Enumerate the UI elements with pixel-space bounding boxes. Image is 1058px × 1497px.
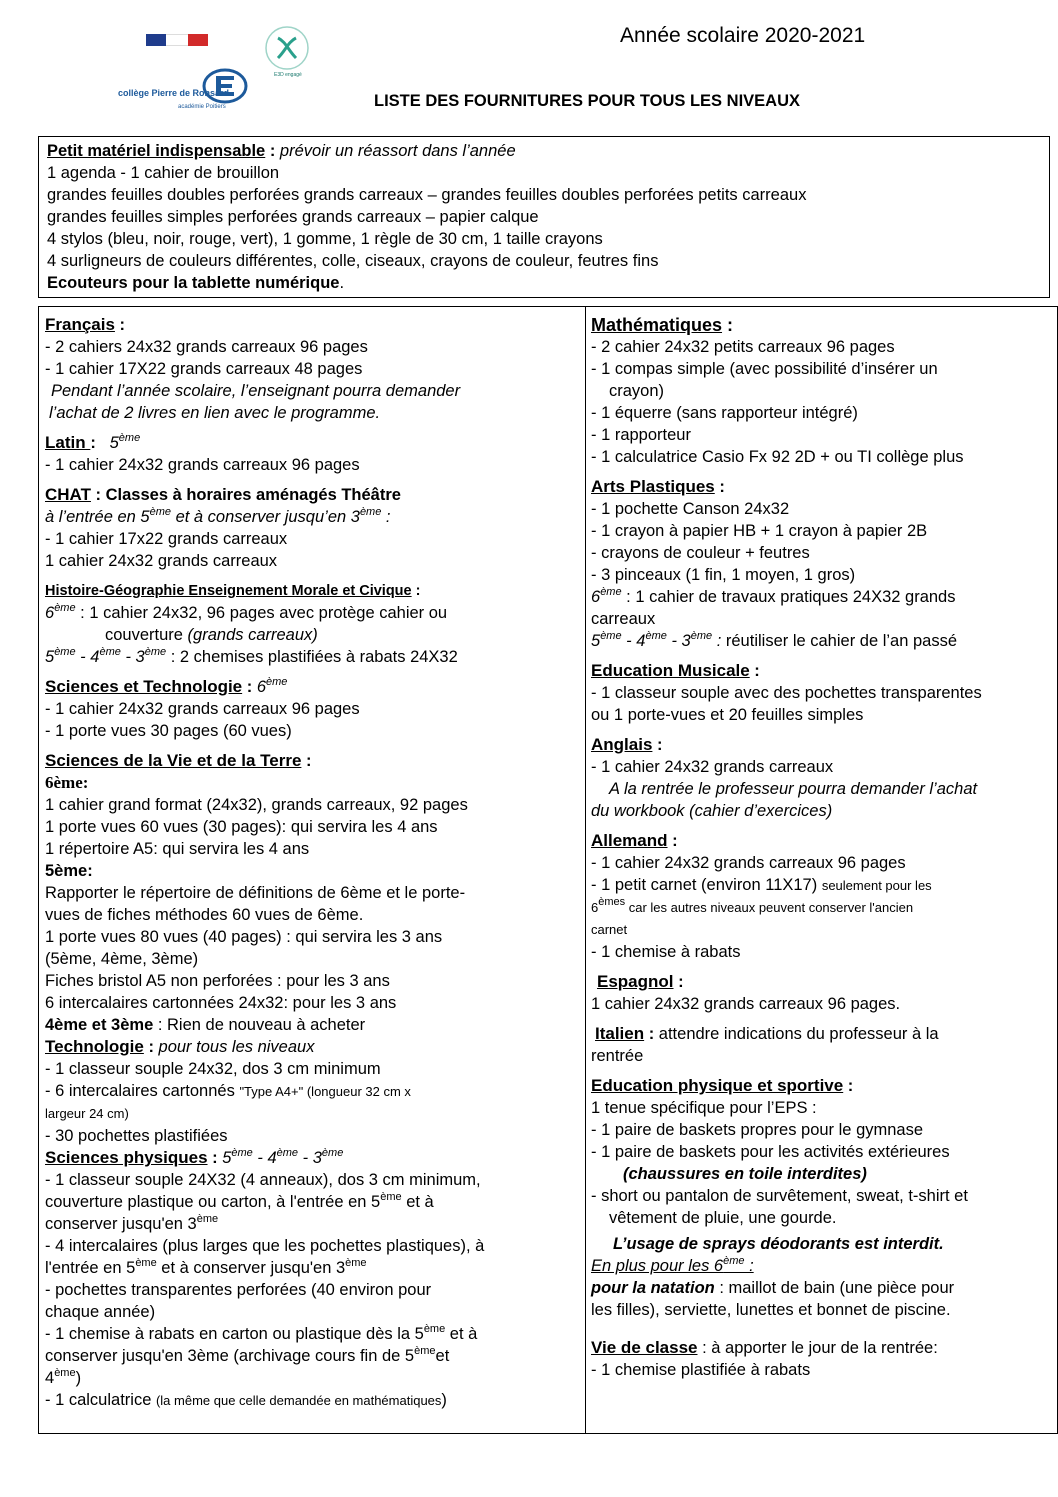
level-sup: ème xyxy=(54,646,76,658)
anglais-note: A la rentrée le professeur pourra demander l’achat xyxy=(609,780,978,798)
left-column xyxy=(45,314,581,1412)
latin-colon: : xyxy=(90,434,96,452)
level-dash: - xyxy=(252,1149,268,1167)
petit-materiel-last-line xyxy=(47,272,806,294)
eps-line: - 1 paire de baskets propres pour le gymnase xyxy=(591,1121,924,1139)
musique-colon: : xyxy=(749,662,760,680)
italien-heading: Italien xyxy=(595,1024,645,1043)
svt-line: 1 porte vues 80 vues (40 pages) : qui servira les 3 ans xyxy=(45,928,443,946)
maths-line: - 1 calculatrice Casio Fx 92 2D + ou TI collège plus xyxy=(591,448,964,466)
svt-line: Fiches bristol A5 non perforées : pour les 3 ans xyxy=(45,972,390,990)
physique-text: et xyxy=(435,1347,450,1365)
histoire-line-couverture xyxy=(45,624,581,646)
petit-materiel-colon: : xyxy=(265,142,280,160)
level-5: 5 xyxy=(45,648,55,666)
column-divider xyxy=(585,306,586,1434)
svt-line: : Rien de nouveau à acheter xyxy=(153,1016,366,1034)
maths-line: - 2 cahier 24x32 petits carreaux 96 pages xyxy=(591,338,895,356)
level-sup: ème xyxy=(645,630,667,642)
francais-colon: : xyxy=(114,316,126,334)
allemand-line xyxy=(591,874,1055,897)
physique-text: et à xyxy=(401,1193,434,1211)
physique-text: ) xyxy=(441,1391,447,1409)
level-5: 5 xyxy=(591,632,601,650)
chat-line: - 1 cahier 17x22 grands carreaux xyxy=(45,530,288,548)
arts-heading: Arts Plastiques xyxy=(591,477,715,496)
anglais-heading-line xyxy=(591,734,1055,756)
eps-natation-text: : maillot de bain (une pièce pour xyxy=(714,1279,955,1297)
chat-title: : Classes à horaires aménagés Théâtre xyxy=(90,486,401,504)
latin-line: - 1 cahier 24x32 grands carreaux 96 pages xyxy=(45,456,360,474)
techno-line: largeur 24 cm) xyxy=(45,1106,129,1121)
eps-plus-6 xyxy=(591,1255,1055,1277)
arts-text: : 1 cahier de travaux pratiques 24X32 grands xyxy=(621,588,956,606)
svt-colon: : xyxy=(301,752,312,770)
republique-logo xyxy=(146,34,208,54)
level-4: 4 xyxy=(267,1149,277,1167)
anglais-heading: Anglais xyxy=(591,735,653,754)
espagnol-line: 1 cahier 24x32 grands carreaux 96 pages. xyxy=(591,995,901,1013)
level-sup: ème xyxy=(54,1367,76,1379)
level-sup: ème xyxy=(690,630,713,642)
svt-heading: Sciences de la Vie et de la Terre xyxy=(45,751,302,770)
level-dash: - xyxy=(621,632,637,650)
level-6: 6 xyxy=(45,604,55,622)
allemand-text: 6 xyxy=(591,900,599,915)
level-sup: ème xyxy=(345,1257,367,1269)
petit-materiel-line: 1 agenda - 1 cahier de brouillon xyxy=(47,164,280,182)
histoire-line-6 xyxy=(45,602,581,624)
physique-text: - 1 calculatrice xyxy=(45,1391,156,1409)
level-sup: èmes xyxy=(598,896,626,908)
sciences-techno-heading-line xyxy=(45,676,581,698)
level-sup: ème xyxy=(321,1147,344,1159)
level-6: 6 xyxy=(256,678,266,696)
college-logo xyxy=(118,68,248,126)
level-3: 3 xyxy=(312,1149,322,1167)
espagnol-heading: Espagnol xyxy=(597,972,674,991)
maths-line: crayon) xyxy=(609,382,665,400)
svt-level-5: 5ème: xyxy=(45,862,93,880)
physique-line: chaque année) xyxy=(45,1303,156,1321)
techno-line: - 1 classeur souple 24x32, dos 3 cm minimum xyxy=(45,1060,381,1078)
svt-level-43: 4ème et 3ème xyxy=(45,1016,154,1034)
musique-line: - 1 classeur souple avec des pochettes transparentes xyxy=(591,684,982,702)
chat-sup: ème xyxy=(149,506,171,518)
ecouteurs-text: Ecouteurs pour la tablette numérique xyxy=(47,274,340,292)
level-sup: ème xyxy=(231,1147,253,1159)
anglais-note: du workbook (cahier d’exercices) xyxy=(591,802,833,820)
francais-heading: Français xyxy=(45,315,115,334)
level-sup: ème xyxy=(414,1345,436,1357)
college-name: collège Pierre de Ronsard xyxy=(118,88,230,98)
physique-heading: Sciences physiques xyxy=(45,1148,208,1167)
svt-line: 6 intercalaires cartonnées 24x32: pour les 3 ans xyxy=(45,994,397,1012)
francais-note: Pendant l’année scolaire, l’enseignant pourra demander xyxy=(51,382,461,400)
arts-line: - 1 pochette Canson 24x32 xyxy=(591,500,790,518)
chat-sup: ème xyxy=(359,506,382,518)
histoire-carreaux: (grands carreaux) xyxy=(187,626,318,644)
arts-line: carreaux xyxy=(591,610,656,628)
eps-heading-line xyxy=(591,1075,1055,1097)
sciences-techno-line: - 1 cahier 24x32 grands carreaux 96 pages xyxy=(45,700,360,718)
latin-level: 5 xyxy=(109,434,119,452)
chat-line: 1 cahier 24x32 grands carreaux xyxy=(45,552,278,570)
maths-line: - 1 rapporteur xyxy=(591,426,691,444)
musique-heading-line xyxy=(591,660,1055,682)
petit-materiel-line: grandes feuilles doubles perforées grands carreaux – grandes feuilles doubles perforées petits carreaux xyxy=(47,186,807,204)
physique-text: conserver jusqu'en 3ème (archivage cours fin de 5 xyxy=(45,1347,415,1365)
petit-materiel-line: 4 stylos (bleu, noir, rouge, vert), 1 gomme, 1 règle de 30 cm, 1 taille crayons xyxy=(47,230,603,248)
allemand-line: carnet xyxy=(591,922,628,937)
italien-line: rentrée xyxy=(591,1047,644,1065)
physique-line: - 1 classeur souple 24X32 (4 anneaux), dos 3 cm minimum, xyxy=(45,1171,481,1189)
eps-warning: (chaussures en toile interdites) xyxy=(623,1165,867,1183)
svt-line: vues de fiches méthodes 60 vues de 6ème. xyxy=(45,906,364,924)
physique-line: - pochettes transparentes perforées (40 environ pour xyxy=(45,1281,432,1299)
level-4: 4 xyxy=(636,632,646,650)
eps-line: les filles), serviette, lunettes et bonnet de piscine. xyxy=(591,1301,951,1319)
level-4: 4 xyxy=(90,648,100,666)
techno-subheading: pour tous les niveaux xyxy=(158,1038,315,1056)
maths-line: - 1 équerre (sans rapporteur intégré) xyxy=(591,404,858,422)
level-sup: ème xyxy=(380,1191,402,1203)
physique-line xyxy=(45,1389,581,1412)
level-sup: ème xyxy=(723,1255,745,1267)
level-sup: ème xyxy=(135,1257,157,1269)
eps-colon: : xyxy=(843,1077,854,1095)
sciences-techno-line: - 1 porte vues 30 pages (60 vues) xyxy=(45,722,292,740)
histoire-couverture: couverture xyxy=(105,626,188,644)
vie-line: - 1 chemise plastifiée à rabats xyxy=(591,1361,811,1379)
physique-text: ) xyxy=(75,1369,82,1387)
level-sup: ème xyxy=(54,602,76,614)
svt-level-43-line xyxy=(45,1014,581,1036)
histoire-line-543 xyxy=(45,646,581,668)
arts-text: réutiliser le cahier de l’an passé xyxy=(725,632,958,650)
maths-colon: : xyxy=(722,315,734,335)
arts-line-543 xyxy=(591,630,1055,652)
eps-plus-colon: : xyxy=(744,1257,754,1275)
physique-line xyxy=(45,1257,581,1279)
svt-heading-line xyxy=(45,750,581,772)
italien-heading-line xyxy=(591,1023,1055,1045)
sciences-techno-colon: : xyxy=(242,678,257,696)
anglais-colon: : xyxy=(652,736,663,754)
latin-heading: Latin xyxy=(45,433,91,452)
level-sup: ème xyxy=(266,676,288,688)
level-sup: ème xyxy=(600,630,622,642)
page-title: LISTE DES FOURNITURES POUR TOUS LES NIVEAUX xyxy=(374,92,800,110)
academie-name: académie Poitiers xyxy=(178,104,226,110)
allemand-line: - 1 chemise à rabats xyxy=(591,943,741,961)
e3d-leaf-icon xyxy=(262,24,312,72)
espagnol-heading-line xyxy=(591,971,1055,993)
e3d-label: E3D engagé xyxy=(274,72,302,78)
techno-line-b: "Type A4+" (longueur 32 cm x xyxy=(239,1084,411,1099)
college-e-icon xyxy=(202,68,248,104)
e3d-logo xyxy=(262,24,312,84)
arts-line-6 xyxy=(591,586,1055,608)
chat-sub-c: : xyxy=(381,508,391,526)
techno-heading: Technologie xyxy=(45,1037,144,1056)
physique-text: conserver jusqu'en 3 xyxy=(45,1215,197,1233)
petit-materiel-section xyxy=(47,140,806,294)
physique-text: l'entrée en 5 xyxy=(45,1259,136,1277)
allemand-text: car les autres niveaux peuvent conserver l'ancien xyxy=(625,900,914,915)
maths-line: - 1 compas simple (avec possibilité d’insérer un xyxy=(591,360,938,378)
physique-text: et à xyxy=(445,1325,478,1343)
arts-heading-line xyxy=(591,476,1055,498)
allemand-colon: : xyxy=(667,832,678,850)
francais-note: l’achat de 2 livres en lien avec le programme. xyxy=(49,404,381,422)
musique-line: ou 1 porte-vues et 20 feuilles simples xyxy=(591,706,864,724)
eps-natation-heading: pour la natation xyxy=(591,1279,715,1297)
eps-plus-text: En plus pour les 6 xyxy=(591,1257,724,1275)
italien-colon: : xyxy=(644,1025,659,1043)
arts-line: - crayons de couleur + feutres xyxy=(591,544,810,562)
level-sup: ème xyxy=(99,646,121,658)
level-3: 3 xyxy=(135,648,145,666)
allemand-text: - 1 petit carnet (environ 11X17) xyxy=(591,876,822,894)
petit-materiel-heading-line xyxy=(47,140,806,162)
svt-line: 1 répertoire A5: qui servira les 4 ans xyxy=(45,840,310,858)
espagnol-colon: : xyxy=(673,973,684,991)
eps-heading: Education physique et sportive xyxy=(591,1076,844,1095)
level-sup: ème xyxy=(423,1323,446,1335)
histoire-heading: Histoire-Géographie Enseignement Morale et Civique xyxy=(45,583,412,599)
physique-line xyxy=(45,1191,581,1213)
petit-materiel-heading: Petit matériel indispensable xyxy=(47,142,266,160)
physique-heading-line xyxy=(45,1147,581,1169)
eps-line: vêtement de pluie, une gourde. xyxy=(609,1209,837,1227)
techno-line xyxy=(45,1080,581,1103)
school-year: Année scolaire 2020-2021 xyxy=(620,24,866,47)
svt-level-6: 6ème: xyxy=(45,773,89,792)
arts-colon: : xyxy=(714,478,725,496)
physique-colon: : xyxy=(207,1149,223,1167)
latin-level-sup: ème xyxy=(118,432,141,444)
level-6: 6 xyxy=(591,588,601,606)
techno-colon: : xyxy=(143,1038,159,1056)
francais-line: - 2 cahiers 24x32 grands carreaux 96 pages xyxy=(45,338,368,356)
physique-text: couverture plastique ou carton, à l'entrée en 5 xyxy=(45,1193,381,1211)
techno-line: - 30 pochettes plastifiées xyxy=(45,1127,228,1145)
level-sup: ème xyxy=(276,1147,299,1159)
level-dash: - xyxy=(298,1149,313,1167)
allemand-text: seulement pour les xyxy=(821,878,932,893)
techno-heading-line xyxy=(45,1036,581,1058)
petit-materiel-line: grandes feuilles simples perforées grands carreaux – papier calque xyxy=(47,208,539,226)
physique-line xyxy=(45,1323,581,1345)
level-3: 3 xyxy=(681,632,691,650)
level-sup: ème xyxy=(600,586,622,598)
physique-line xyxy=(45,1213,581,1235)
histoire-heading-line xyxy=(45,580,581,602)
eps-spray-warning: L’usage de sprays déodorants est interdit. xyxy=(613,1235,944,1253)
maths-heading: Mathématiques xyxy=(591,315,723,335)
chat-sub-b: et à conserver jusqu’en 3 xyxy=(170,508,360,526)
eps-line: - short ou pantalon de survêtement, sweat, t-shirt et xyxy=(591,1187,968,1205)
physique-text: - 1 chemise à rabats en carton ou plastique dès la 5 xyxy=(45,1325,424,1343)
level-dash: - xyxy=(666,632,682,650)
eps-line: - 1 paire de baskets pour les activités extérieures xyxy=(591,1143,950,1161)
level-sup: ème xyxy=(196,1213,219,1225)
petit-materiel-subheading: prévoir un réassort dans l’année xyxy=(279,142,516,160)
physique-line: - 4 intercalaires (plus larges que les pochettes plastiques), à xyxy=(45,1237,485,1255)
italien-text: attendre indications du professeur à la xyxy=(658,1025,939,1043)
vie-colon: : xyxy=(697,1339,712,1357)
musique-heading: Education Musicale xyxy=(591,661,750,680)
svt-line: (5ème, 4ème, 3ème) xyxy=(45,950,199,968)
level-5: 5 xyxy=(222,1149,232,1167)
physique-text: 4 xyxy=(45,1369,55,1387)
chat-sub-a: à l’entrée en 5 xyxy=(45,508,150,526)
arts-colon: : xyxy=(712,632,726,650)
physique-text: et à conserver jusqu'en 3 xyxy=(156,1259,346,1277)
arts-line: - 3 pinceaux (1 fin, 1 moyen, 1 gros) xyxy=(591,566,856,584)
allemand-heading-line xyxy=(591,830,1055,852)
chat-heading: CHAT xyxy=(45,485,91,504)
svt-line: 1 cahier grand format (24x32), grands carreaux, 92 pages xyxy=(45,796,468,814)
ecouteurs-end: . xyxy=(339,274,345,292)
sciences-techno-heading: Sciences et Technologie xyxy=(45,677,243,696)
svt-line: Rapporter le répertoire de définitions de 6ème et le porte- xyxy=(45,884,466,902)
vie-text: à apporter le jour de la rentrée: xyxy=(711,1339,938,1357)
right-column xyxy=(591,314,1055,1381)
francais-line: - 1 cahier 17X22 grands carreaux 48 pages xyxy=(45,360,363,378)
allemand-line: - 1 cahier 24x32 grands carreaux 96 pages xyxy=(591,854,906,872)
histoire-line: : 2 chemises plastifiées à rabats 24X32 xyxy=(166,648,458,666)
anglais-line: - 1 cahier 24x32 grands carreaux xyxy=(591,758,834,776)
arts-line: - 1 crayon à papier HB + 1 crayon à papier 2B xyxy=(591,522,928,540)
svt-line: 1 porte vues 60 vues (30 pages): qui servira les 4 ans xyxy=(45,818,438,836)
allemand-heading: Allemand xyxy=(591,831,668,850)
physique-text: (la même que celle demandée en mathématiques xyxy=(155,1393,442,1408)
chat-subheading xyxy=(45,506,581,528)
level-sup: ème xyxy=(144,646,167,658)
vie-heading-line xyxy=(591,1337,1055,1359)
eps-line: 1 tenue spécifique pour l’EPS : xyxy=(591,1099,817,1117)
latin-heading-line xyxy=(45,432,581,454)
maths-heading-line xyxy=(591,314,1055,336)
allemand-line xyxy=(591,897,1055,919)
level-dash: - xyxy=(75,648,91,666)
physique-line xyxy=(45,1345,581,1367)
vie-heading: Vie de classe xyxy=(591,1338,698,1357)
techno-line-a: - 6 intercalaires cartonnés xyxy=(45,1082,240,1100)
eps-natation-line xyxy=(591,1277,1055,1299)
physique-line xyxy=(45,1367,581,1389)
francais-heading-line xyxy=(45,314,581,336)
histoire-colon: : xyxy=(411,583,421,599)
chat-heading-line xyxy=(45,484,581,506)
histoire-line: : 1 cahier 24x32, 96 pages avec protège cahier ou xyxy=(75,604,448,622)
petit-materiel-line: 4 surligneurs de couleurs différentes, colle, ciseaux, crayons de couleur, feutres fins xyxy=(47,252,659,270)
level-dash: - xyxy=(120,648,136,666)
